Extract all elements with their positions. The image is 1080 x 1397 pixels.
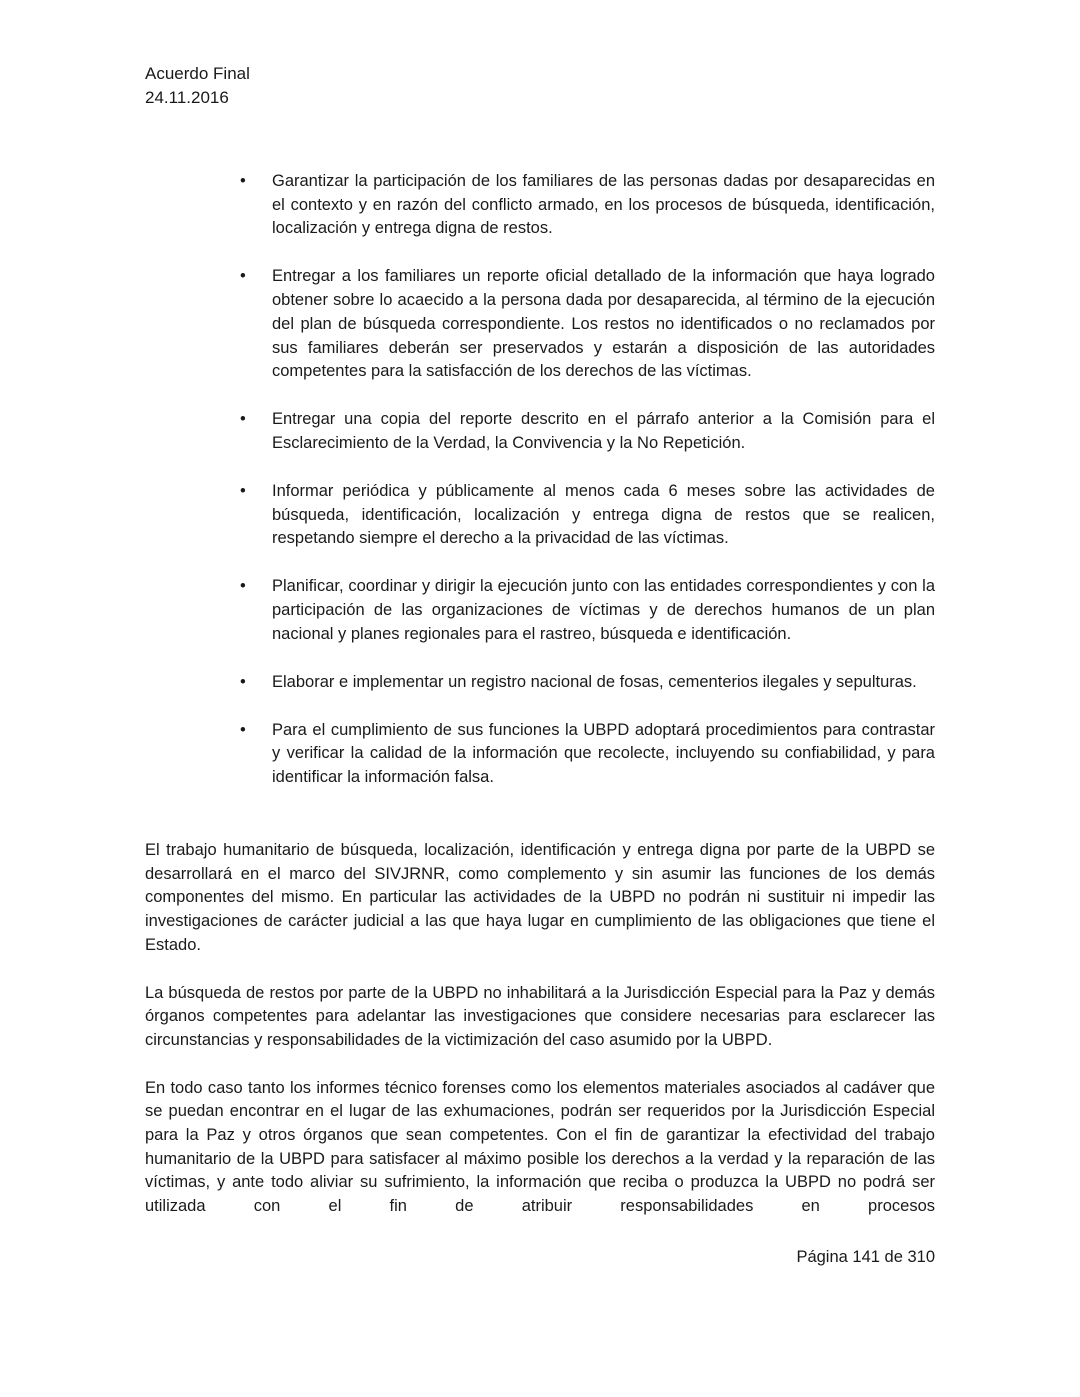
bullet-icon: • bbox=[240, 481, 246, 500]
document-title: Acuerdo Final bbox=[145, 64, 250, 83]
bullet-text: Para el cumplimiento de sus funciones la UBPD adoptará procedimientos para contrastar y verificar la calidad de la información que recolecte, incluyendo su confiabilidad, y para identificar la información falsa. bbox=[272, 720, 935, 787]
bullet-item bbox=[240, 480, 935, 551]
document-date: 24.11.2016 bbox=[145, 88, 229, 107]
body-paragraphs bbox=[145, 839, 935, 1243]
paragraph: La búsqueda de restos por parte de la UBPD no inhabilitará a la Jurisdicción Especial para la Paz y demás órganos competentes para adelantar las investigaciones que considere necesarias para esclarecer las circunstancias y responsabilidades de la victimización del caso asumido por la UBPD. bbox=[145, 983, 935, 1049]
paragraph: En todo caso tanto los informes técnico forenses como los elementos materiales asociados al cadáver que se puedan encontrar en el lugar de las exhumaciones, podrán ser requeridos por la Jurisdicción Especial para la Paz y otros órganos que sean competentes. Con el fin de garantizar la efectividad del trabajo humanitario de la UBPD para satisfacer al máximo posible los derechos a la verdad y la reparación de las víctimas, y ante todo aliviar su sufrimiento, la información que reciba o produzca la UBPD no podrá ser utilizada con el fin de atribuir responsabilidades en procesos bbox=[145, 1078, 935, 1216]
bullet-icon: • bbox=[240, 267, 246, 286]
bullet-icon: • bbox=[240, 577, 246, 596]
bullet-text: Informar periódica y públicamente al menos cada 6 meses sobre las actividades de búsqueda, identificación, localización y entrega digna de restos que se realicen, respetando siempre el derecho a la privacidad de las víctimas. bbox=[272, 481, 935, 548]
page-header bbox=[145, 62, 250, 110]
bullet-text: Entregar a los familiares un reporte oficial detallado de la información que haya logrado obtener sobre lo acaecido a la persona dada por desaparecida, al término de la ejecución del plan de búsqueda correspondiente. Los restos no identificados o no reclamados por sus familiares deberán ser preservados y estarán a disposición de las autoridades competentes para la satisfacción de los derechos de las víctimas. bbox=[272, 267, 935, 381]
bullet-item bbox=[240, 575, 935, 646]
bullet-text: Elaborar e implementar un registro nacional de fosas, cementerios ilegales y sepulturas. bbox=[272, 672, 917, 691]
paragraph: El trabajo humanitario de búsqueda, localización, identificación y entrega digna por parte de la UBPD se desarrollará en el marco del SIVJRNR, como complemento y sin asumir las funciones de los demás componentes del mismo. En particular las actividades de la UBPD no podrán ni sustituir ni impedir las investigaciones de carácter judicial a las que haya lugar en cumplimiento de las obligaciones que tiene el Estado. bbox=[145, 841, 935, 954]
bullet-icon: • bbox=[240, 172, 246, 190]
bullet-item bbox=[240, 408, 935, 455]
bullet-item bbox=[240, 170, 935, 241]
bullet-text: Garantizar la participación de los familiares de las personas dadas por desaparecidas en el contexto y en razón del conflicto armado, en los procesos de búsqueda, identificación, localización y entrega digna de restos. bbox=[272, 172, 935, 238]
bullet-item bbox=[240, 265, 935, 384]
bullet-icon: • bbox=[240, 672, 246, 691]
bullet-icon: • bbox=[240, 410, 246, 429]
bullet-item bbox=[240, 719, 935, 790]
bullet-text: Entregar una copia del reporte descrito en el párrafo anterior a la Comisión para el Esclarecimiento de la Verdad, la Convivencia y la No Repetición. bbox=[272, 410, 935, 452]
bullet-icon: • bbox=[240, 720, 246, 739]
bullet-item bbox=[240, 671, 935, 695]
bullet-text: Planificar, coordinar y dirigir la ejecución junto con las entidades correspondientes y con la participación de las organizaciones de víctimas y de derechos humanos de un plan nacional y planes regionales para el rastreo, búsqueda e identificación. bbox=[272, 577, 935, 643]
page-number: Página 141 de 310 bbox=[796, 1248, 935, 1266]
bullet-list bbox=[240, 170, 935, 814]
